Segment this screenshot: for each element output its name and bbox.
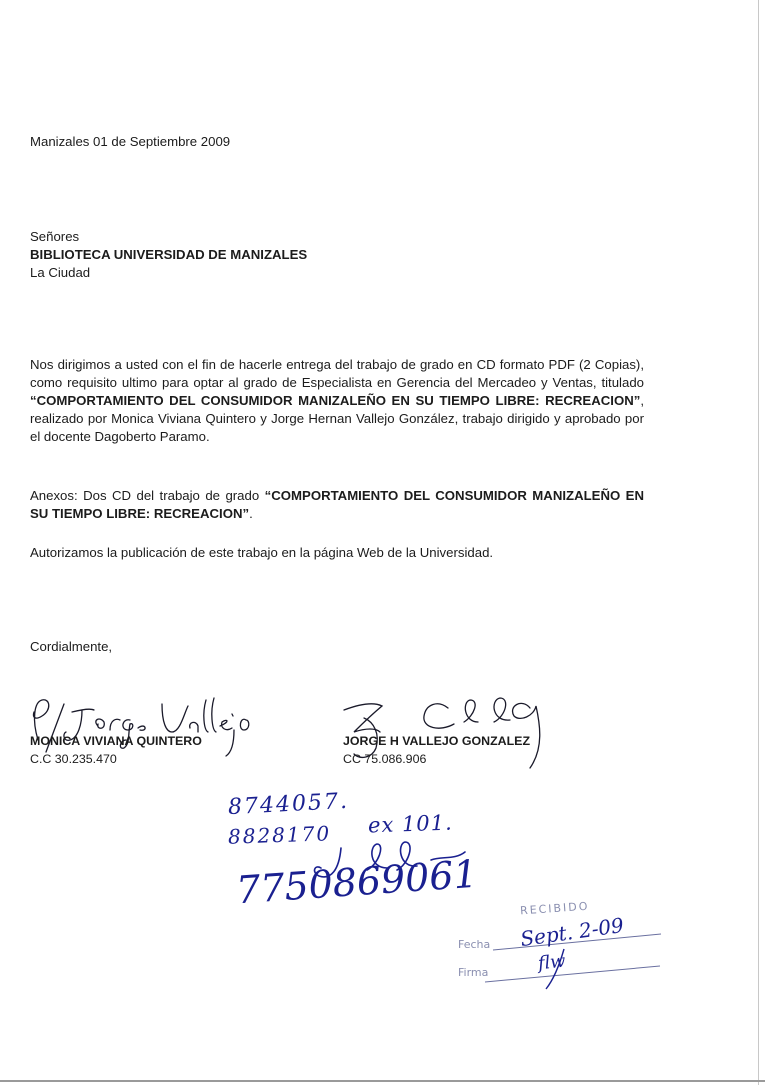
annex-title: “COMPORTAMIENTO DEL CONSUMIDOR MANIZALEÑO EN SU TIEMPO LIBRE: RECREACION” xyxy=(30,488,644,521)
handwritten-cc-number: 7750869061 xyxy=(234,851,480,913)
annex-label: Anexos: Dos CD del trabajo de grado xyxy=(30,488,265,503)
stamp-fecha-value: Sept. 2-09 xyxy=(518,912,626,952)
stamp-fecha-label: Fecha xyxy=(458,938,491,951)
annex-paragraph xyxy=(30,487,644,523)
body-text-1: Nos dirigimos a usted con el fin de hacerle entrega del trabajo de grado en CD formato PDF (2 Copias), como requisito ultimo para optar al grado de Especialista en Gerencia del Mercadeo y Ventas, titulado xyxy=(30,357,644,390)
scan-edge-bottom xyxy=(0,1080,765,1082)
stamp-signature-icon xyxy=(538,945,598,995)
body-text-2: , realizado por Monica Viviana Quintero y Jorge Hernan Vallejo González, trabajo dirigido y aprobado por el docente Dagoberto Paramo. xyxy=(30,393,644,444)
salutation: Señores xyxy=(30,229,80,244)
recipient-city: La Ciudad xyxy=(30,265,91,280)
signatory-2-id: CC 75.086.906 xyxy=(343,752,427,766)
authorization-text: Autorizamos la publicación de este trabajo en la página Web de la Universidad. xyxy=(30,545,494,560)
thesis-title: “COMPORTAMIENTO DEL CONSUMIDOR MANIZALEÑO EN SU TIEMPO LIBRE: RECREACION” xyxy=(30,393,641,408)
annex-end: . xyxy=(249,506,253,521)
closing: Cordialmente, xyxy=(30,639,113,654)
stamp-firma-value: flw xyxy=(536,950,567,975)
signatory-1-name: MONICA VIVIANA QUINTERO xyxy=(30,734,202,748)
scan-edge-right xyxy=(758,0,759,1085)
stamp-received-label: RECIBIDO xyxy=(519,899,590,918)
signatory-2-name: JORGE H VALLEJO GONZALEZ xyxy=(343,734,531,748)
stamp-firma-label: Firma xyxy=(458,966,489,979)
place-date: Manizales 01 de Septiembre 2009 xyxy=(30,134,231,149)
signatory-1-id: C.C 30.235.470 xyxy=(30,752,117,766)
handwritten-extension: ex 101. xyxy=(367,810,454,838)
recipient: BIBLIOTECA UNIVERSIDAD DE MANIZALES xyxy=(30,247,308,262)
handwritten-phone-1: 8744057. xyxy=(227,788,350,821)
handwritten-phone-2: 8828170 xyxy=(227,821,332,849)
body-paragraph xyxy=(30,356,644,446)
